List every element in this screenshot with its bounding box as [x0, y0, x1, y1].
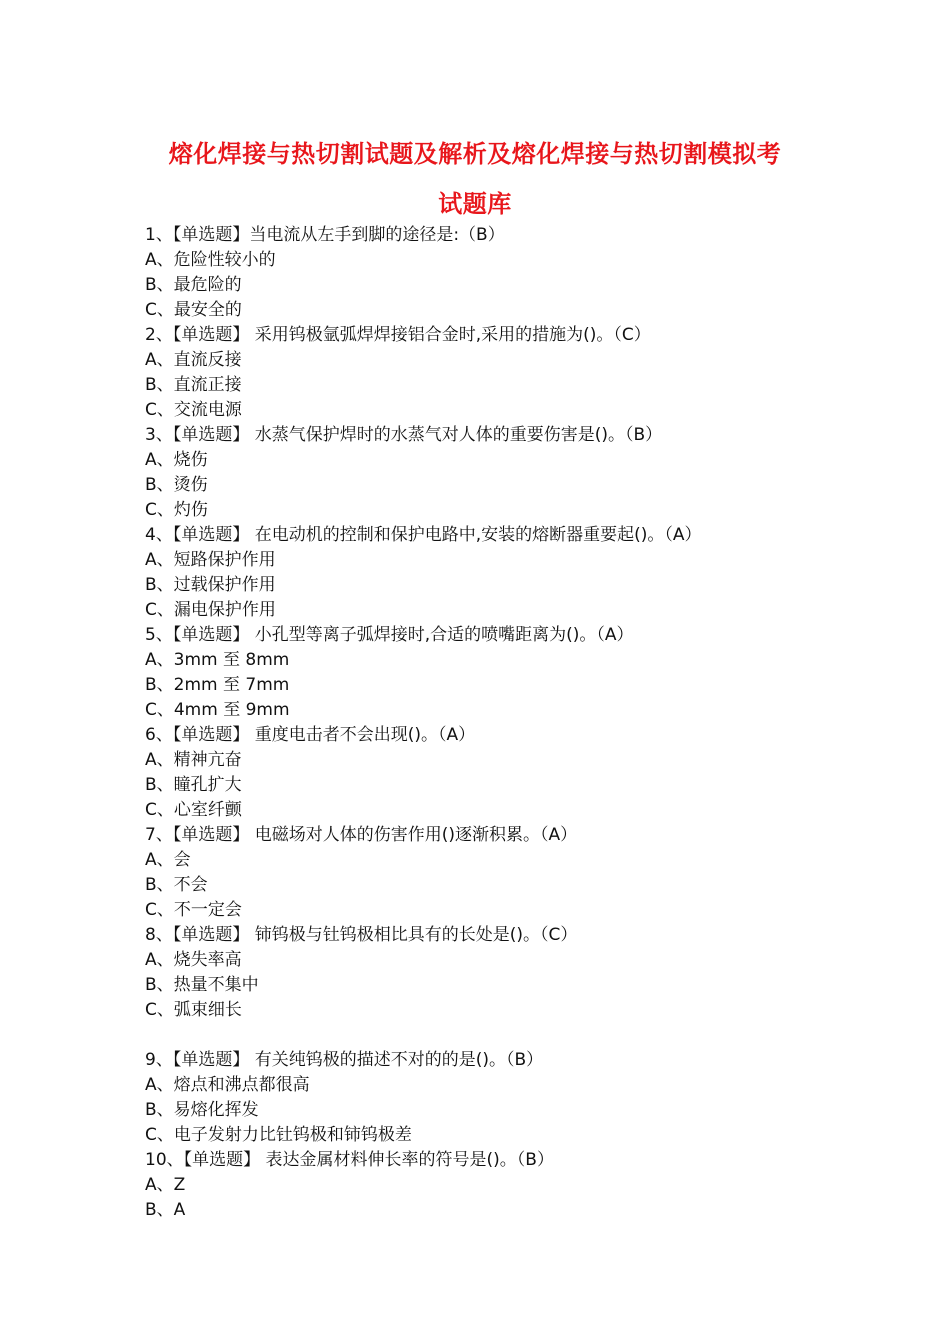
option-a: A、短路保护作用 — [145, 550, 276, 570]
option-a: A、Z — [145, 1174, 186, 1195]
question-3 — [145, 423, 865, 523]
option-b: B、直流正接 — [145, 375, 242, 395]
option-b: B、瞳孔扩大 — [145, 775, 242, 795]
option-c: C、心室纤颤 — [145, 800, 242, 820]
question-list — [145, 223, 865, 1223]
option-c: C、弧束细长 — [145, 1000, 242, 1020]
question-stem: 6、【单选题】 重度电击者不会出现()。（A） — [145, 725, 476, 745]
question-10 — [145, 1148, 865, 1223]
option-b: B、最危险的 — [145, 275, 242, 295]
option-a: A、直流反接 — [145, 350, 242, 370]
question-stem: 4、【单选题】 在电动机的控制和保护电路中,安装的熔断器重要起()。（A） — [145, 525, 702, 545]
question-5 — [145, 623, 865, 723]
option-c: C、漏电保护作用 — [145, 600, 276, 620]
option-a: A、烧失率高 — [145, 950, 242, 970]
question-7 — [145, 823, 865, 923]
question-1 — [145, 223, 865, 323]
question-stem: 5、【单选题】 小孔型等离子弧焊接时,合适的喷嘴距离为()。（A） — [145, 625, 634, 645]
option-a: A、烧伤 — [145, 450, 208, 470]
option-a: A、会 — [145, 850, 191, 870]
question-stem: 7、【单选题】 电磁场对人体的伤害作用()逐渐积累。（A） — [145, 825, 578, 845]
option-b: B、2mm 至 7mm — [145, 675, 290, 695]
option-c: C、灼伤 — [145, 500, 208, 520]
option-c: C、4mm 至 9mm — [145, 700, 290, 720]
option-b: B、不会 — [145, 875, 208, 895]
question-9 — [145, 1048, 865, 1148]
option-b: B、热量不集中 — [145, 975, 259, 995]
question-4 — [145, 523, 865, 623]
blank-line — [145, 1023, 865, 1048]
question-8 — [145, 923, 865, 1023]
option-b: B、易熔化挥发 — [145, 1099, 259, 1120]
option-c: C、交流电源 — [145, 400, 242, 420]
document-title-line-2: 试题库 — [438, 190, 512, 218]
option-b: B、过载保护作用 — [145, 575, 276, 595]
option-a: A、熔点和沸点都很高 — [145, 1074, 310, 1095]
question-6 — [145, 723, 865, 823]
question-stem: 10、【单选题】 表达金属材料伸长率的符号是()。（B） — [145, 1149, 554, 1170]
question-stem: 2、【单选题】 采用钨极氩弧焊焊接铝合金时,采用的措施为()。（C） — [145, 325, 651, 345]
question-stem: 1、【单选题】当电流从左手到脚的途径是:（B） — [145, 225, 505, 245]
question-stem: 3、【单选题】 水蒸气保护焊时的水蒸气对人体的重要伤害是()。（B） — [145, 425, 663, 445]
option-b: B、A — [145, 1199, 186, 1220]
document-title-line-1: 熔化焊接与热切割试题及解析及熔化焊接与热切割模拟考 — [168, 140, 782, 168]
option-a: A、3mm 至 8mm — [145, 650, 290, 670]
question-2 — [145, 323, 865, 423]
question-stem: 9、【单选题】 有关纯钨极的描述不对的的是()。（B） — [145, 1049, 544, 1070]
question-stem: 8、【单选题】 铈钨极与钍钨极相比具有的长处是()。（C） — [145, 925, 578, 945]
option-a: A、精神亢奋 — [145, 750, 242, 770]
option-b: B、烫伤 — [145, 475, 208, 495]
option-c: C、最安全的 — [145, 300, 242, 320]
option-a: A、危险性较小的 — [145, 250, 276, 270]
option-c: C、不一定会 — [145, 900, 242, 920]
option-c: C、电子发射力比钍钨极和铈钨极差 — [145, 1124, 412, 1145]
